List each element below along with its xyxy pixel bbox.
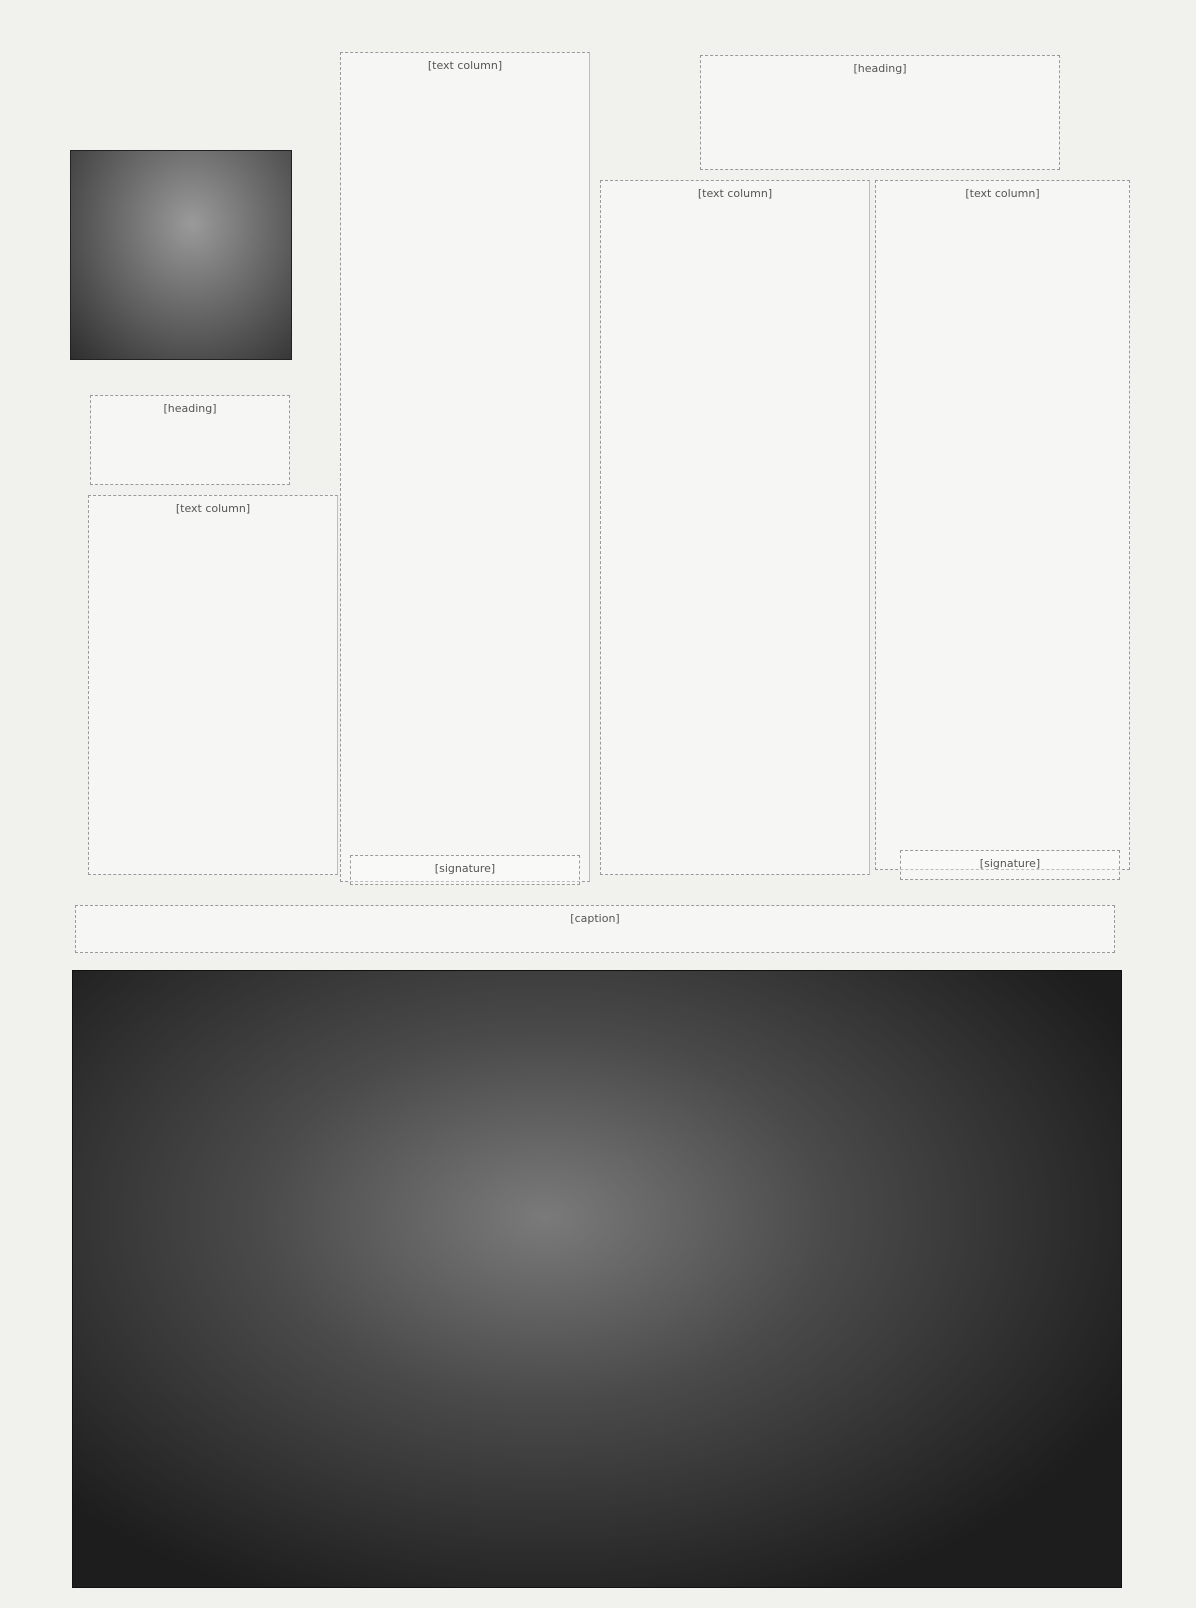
right-signature: [signature]: [900, 850, 1120, 880]
left-column-2: [text column]: [340, 52, 590, 882]
portrait-photo: [70, 150, 292, 360]
left-column-1: [text column]: [88, 495, 338, 875]
right-column-2: [text column]: [875, 180, 1130, 870]
classroom-caption: [caption]: [75, 905, 1115, 953]
left-heading: [heading]: [90, 395, 290, 485]
right-heading: [heading]: [700, 55, 1060, 170]
classroom-photo: [72, 970, 1122, 1588]
left-signature: [signature]: [350, 855, 580, 885]
right-column-1: [text column]: [600, 180, 870, 875]
